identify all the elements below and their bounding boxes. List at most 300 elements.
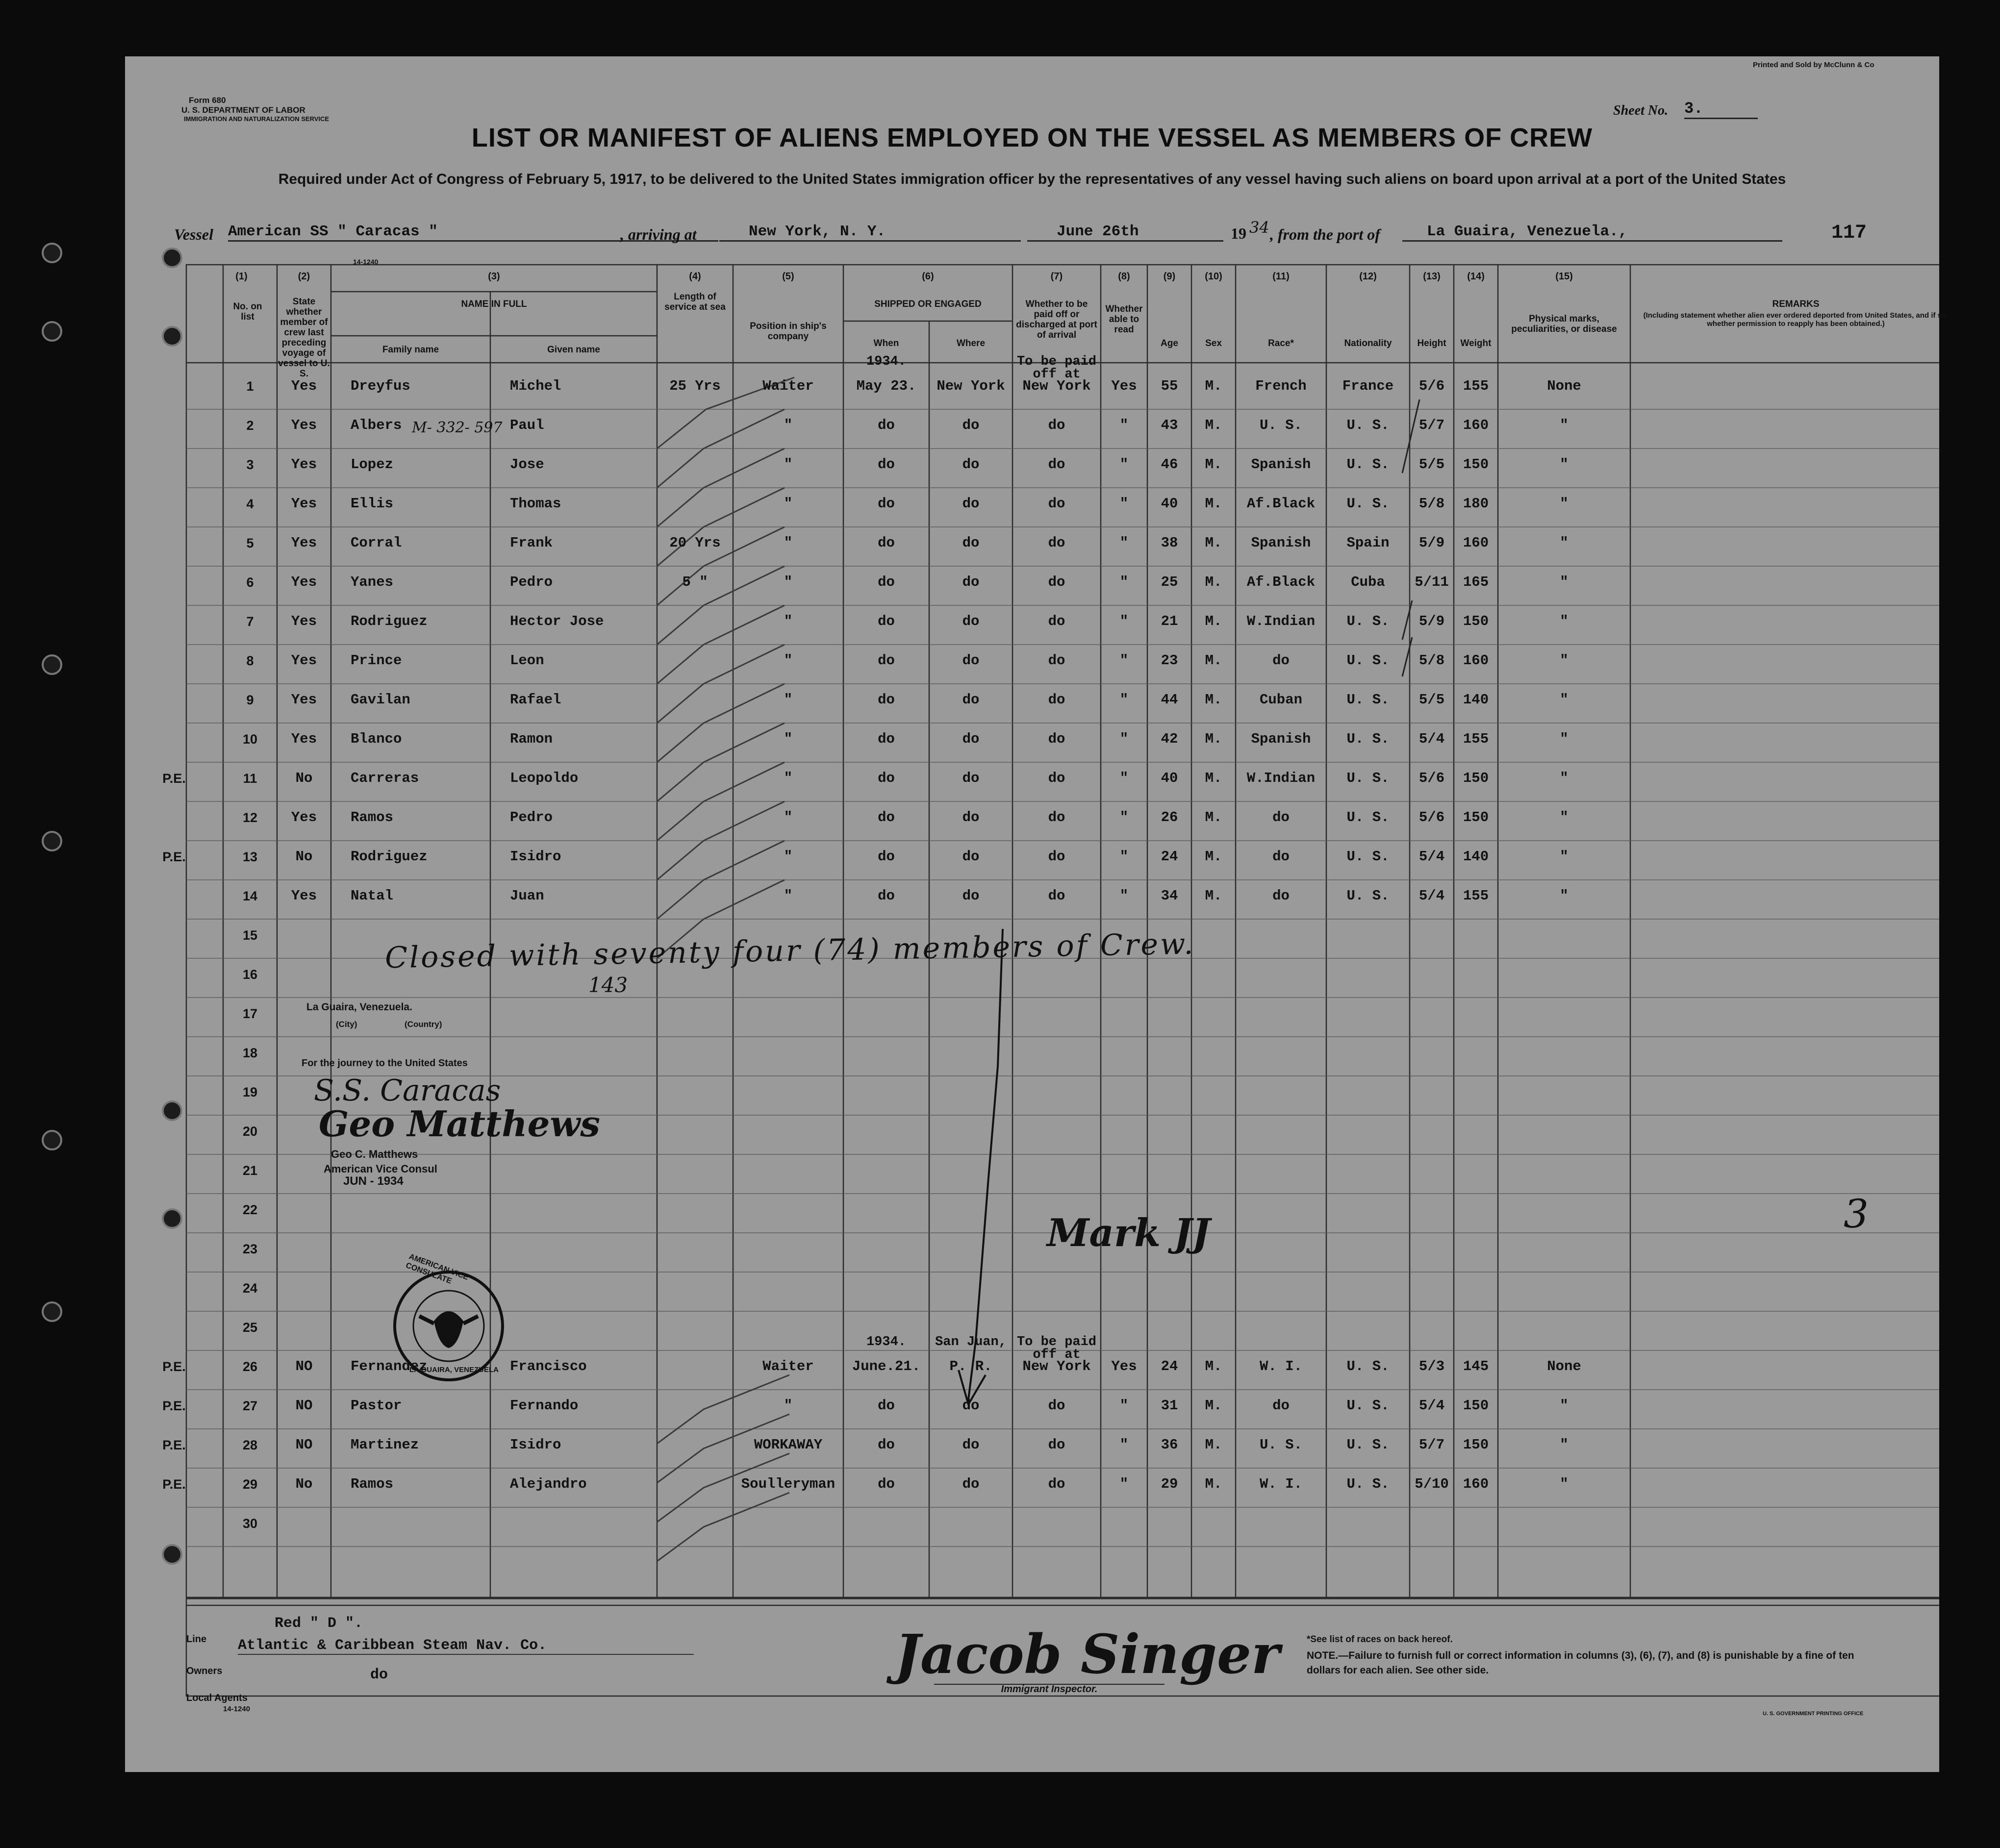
cell-age: 23 bbox=[1161, 652, 1178, 669]
cell-race: Spanish bbox=[1251, 535, 1311, 551]
cell-weight: 150 bbox=[1463, 770, 1489, 786]
col-num-9: (9) bbox=[1163, 271, 1176, 282]
cell-when: do bbox=[878, 849, 895, 865]
col-num-8: (8) bbox=[1118, 271, 1130, 282]
cell-phys: " bbox=[1560, 456, 1569, 473]
row-number: 7 bbox=[246, 614, 254, 629]
row-number: 30 bbox=[242, 1516, 258, 1531]
cell-age: 21 bbox=[1161, 613, 1178, 629]
consular-ship: S.S. Caracas bbox=[314, 1074, 501, 1108]
binder-hole bbox=[42, 243, 62, 263]
header-remarks-note: (Including statement whether alien ever ordered deported from United States, and if so, whether permission to reapply has been obtained.) bbox=[1643, 311, 1949, 328]
col-num-14: (14) bbox=[1467, 271, 1485, 282]
owners-value: Atlantic & Caribbean Steam Nav. Co. bbox=[238, 1637, 694, 1655]
row-number: 22 bbox=[242, 1202, 258, 1217]
service-name: IMMIGRATION AND NATURALIZATION SERVICE bbox=[184, 115, 329, 123]
cell-nat: Cuba bbox=[1351, 574, 1385, 590]
header-length-service: Length of service at sea bbox=[664, 292, 726, 312]
cell-read: " bbox=[1119, 809, 1129, 825]
cell-position: Waiter bbox=[762, 378, 814, 394]
header-position: Position in ship's company bbox=[750, 321, 827, 342]
cell-sex: M. bbox=[1205, 535, 1222, 551]
cell-given: Juan bbox=[510, 888, 544, 904]
cell-nat: U. S. bbox=[1346, 1398, 1390, 1414]
cell-where: do bbox=[962, 535, 980, 551]
header-no-on-list: No. on list bbox=[233, 301, 262, 322]
cell-given: Jose bbox=[510, 456, 544, 473]
cell-prev: No bbox=[295, 770, 313, 786]
cell-height: 5/8 bbox=[1418, 652, 1445, 669]
cell-family: Dreyfus bbox=[351, 378, 410, 394]
cell-read: Yes bbox=[1111, 1358, 1137, 1374]
header-shipped: SHIPPED OR ENGAGED bbox=[874, 299, 982, 309]
binder-hole bbox=[42, 1130, 62, 1150]
cell-family: Natal bbox=[351, 888, 394, 904]
cell-weight: 150 bbox=[1463, 1398, 1489, 1414]
col-num-12: (12) bbox=[1359, 271, 1377, 282]
cell-where: do bbox=[962, 1476, 980, 1492]
cell-weight: 180 bbox=[1463, 496, 1489, 512]
binder-hole bbox=[162, 326, 182, 347]
cell-when: do bbox=[878, 456, 895, 473]
cell-phys: " bbox=[1560, 613, 1569, 629]
cell-height: 5/6 bbox=[1418, 809, 1445, 825]
cell-when-top: 1934. bbox=[866, 354, 906, 369]
cell-race: do bbox=[1272, 849, 1290, 865]
cell-weight: 155 bbox=[1463, 888, 1489, 904]
cell-nat: France bbox=[1342, 378, 1394, 394]
cell-given: Frank bbox=[510, 535, 553, 551]
cell-nat: U. S. bbox=[1346, 770, 1390, 786]
cell-read: " bbox=[1119, 496, 1129, 512]
inspector-initials: Mark JJ bbox=[1047, 1211, 1210, 1255]
col-num-2: (2) bbox=[298, 271, 310, 282]
cell-prev: Yes bbox=[291, 809, 317, 825]
cell-read: " bbox=[1119, 652, 1129, 669]
cell-nat: U. S. bbox=[1346, 1476, 1390, 1492]
cell-where: do bbox=[962, 809, 980, 825]
cell-read: " bbox=[1119, 849, 1129, 865]
cell-weight: 145 bbox=[1463, 1358, 1489, 1374]
year-prefix: 19 bbox=[1231, 225, 1246, 242]
cell-sex: M. bbox=[1205, 692, 1222, 708]
cell-when: do bbox=[878, 888, 895, 904]
cell-paid-top: To be paid off at bbox=[1016, 354, 1097, 382]
cell-prev: Yes bbox=[291, 496, 317, 512]
cell-where: do bbox=[962, 731, 980, 747]
cell-when: June.21. bbox=[852, 1358, 921, 1374]
cell-position: WORKAWAY bbox=[754, 1437, 823, 1453]
cell-phys: " bbox=[1560, 652, 1569, 669]
line-value: Red " D ". bbox=[275, 1615, 363, 1632]
cell-phys: " bbox=[1560, 1437, 1569, 1453]
cell-when: do bbox=[878, 1398, 895, 1414]
cell-weight: 155 bbox=[1463, 731, 1489, 747]
cell-race: U. S. bbox=[1259, 417, 1302, 433]
races-note: *See list of races on back hereof. bbox=[1307, 1634, 1453, 1645]
cell-sex: M. bbox=[1205, 770, 1222, 786]
seal-bottom-text: LA GUAIRA, VENEZUELA bbox=[409, 1366, 499, 1374]
row-number: 17 bbox=[242, 1006, 258, 1021]
header-weight: Weight bbox=[1460, 338, 1492, 349]
cell-where-top: San Juan, bbox=[935, 1335, 1007, 1349]
cell-read: " bbox=[1119, 574, 1129, 590]
cell-nat: U. S. bbox=[1346, 496, 1390, 512]
header-nationality: Nationality bbox=[1344, 338, 1392, 349]
arrival-date: June 26th bbox=[1027, 223, 1223, 242]
cell-paid: do bbox=[1048, 1476, 1065, 1492]
cell-weight: 150 bbox=[1463, 809, 1489, 825]
cell-weight: 155 bbox=[1463, 378, 1489, 394]
cell-paid-top: To be paid off at bbox=[1016, 1335, 1097, 1362]
cell-given: Pedro bbox=[510, 574, 553, 590]
printer-name: Printed and Sold by McClunn & Co bbox=[1753, 61, 1874, 69]
cell-given: Isidro bbox=[510, 849, 561, 865]
cell-phys: " bbox=[1560, 496, 1569, 512]
row-number: 23 bbox=[242, 1242, 258, 1256]
cell-family: Ramos bbox=[351, 1476, 394, 1492]
binder-hole bbox=[162, 1100, 182, 1121]
cell-prev: Yes bbox=[291, 535, 317, 551]
cell-when: do bbox=[878, 535, 895, 551]
cell-paid: do bbox=[1048, 692, 1065, 708]
cell-phys: None bbox=[1547, 378, 1581, 394]
cell-sex: M. bbox=[1205, 574, 1222, 590]
header-name-in-full: NAME IN FULL bbox=[461, 299, 527, 309]
row-number: 21 bbox=[242, 1163, 258, 1178]
binder-hole bbox=[42, 831, 62, 851]
cell-height: 5/4 bbox=[1418, 1398, 1445, 1414]
vessel-name: American SS " Caracas " bbox=[228, 223, 718, 242]
cell-nat: U. S. bbox=[1346, 849, 1390, 865]
inspector-signature: Jacob Singer bbox=[895, 1623, 1280, 1686]
form-title: LIST OR MANIFEST OF ALIENS EMPLOYED ON THE VESSEL AS MEMBERS OF CREW bbox=[471, 123, 1593, 152]
cell-when: do bbox=[878, 770, 895, 786]
col-num-5: (5) bbox=[782, 271, 794, 282]
cell-height: 5/6 bbox=[1418, 770, 1445, 786]
row-number: 8 bbox=[246, 653, 254, 668]
pe-mark: P.E. bbox=[162, 771, 186, 786]
cell-prev: NO bbox=[295, 1358, 313, 1374]
cell-paid: do bbox=[1048, 417, 1065, 433]
sheet-number: 3. bbox=[1684, 100, 1758, 119]
cell-where: do bbox=[962, 888, 980, 904]
cell-given: Rafael bbox=[510, 692, 561, 708]
cell-position: " bbox=[784, 574, 793, 590]
departure-port: La Guaira, Venezuela., bbox=[1402, 223, 1782, 242]
cell-prev: Yes bbox=[291, 888, 317, 904]
cell-position: " bbox=[784, 888, 793, 904]
row-number: 25 bbox=[242, 1320, 258, 1335]
fine-note: NOTE.—Failure to furnish full or correct information in columns (3), (6), (7), and (8) is punishable by a fine of ten dollars for each alien. See other side. bbox=[1307, 1650, 1854, 1676]
cell-paid: do bbox=[1048, 1398, 1065, 1414]
cell-read: " bbox=[1119, 770, 1129, 786]
cell-weight: 150 bbox=[1463, 1437, 1489, 1453]
cell-race: Spanish bbox=[1251, 731, 1311, 747]
cell-height: 5/9 bbox=[1418, 535, 1445, 551]
cell-family: Gavilan bbox=[351, 692, 410, 708]
column-numbers bbox=[186, 271, 1961, 286]
cell-family: Ellis bbox=[351, 496, 394, 512]
cell-family: Carreras bbox=[351, 770, 419, 786]
col-num-3: (3) bbox=[488, 271, 500, 282]
row-number: 26 bbox=[242, 1359, 258, 1374]
cell-given: Fernando bbox=[510, 1398, 579, 1414]
cell-nat: U. S. bbox=[1346, 809, 1390, 825]
cell-phys: " bbox=[1560, 1398, 1569, 1414]
page-number: 117 bbox=[1831, 222, 1867, 244]
cell-sex: M. bbox=[1205, 1358, 1222, 1374]
cell-position: " bbox=[784, 849, 793, 865]
cell-height: 5/7 bbox=[1418, 1437, 1445, 1453]
cell-prev: Yes bbox=[291, 731, 317, 747]
col-num-7: (7) bbox=[1050, 271, 1063, 282]
margin-note: 3 bbox=[1844, 1191, 1869, 1237]
cell-race: W.Indian bbox=[1246, 613, 1316, 629]
cell-race: do bbox=[1272, 1398, 1290, 1414]
cell-age: 43 bbox=[1161, 417, 1178, 433]
cell-phys: " bbox=[1560, 417, 1569, 433]
cell-paid: New York bbox=[1022, 1358, 1091, 1374]
consular-stamp bbox=[302, 973, 694, 1277]
cell-sex: M. bbox=[1205, 731, 1222, 747]
binder-hole bbox=[162, 1208, 182, 1229]
cell-height: 5/7 bbox=[1418, 417, 1445, 433]
header-able-read: Whether able to read bbox=[1105, 304, 1143, 335]
header-physical: Physical marks, peculiarities, or disease bbox=[1511, 314, 1617, 334]
col-num-15: (15) bbox=[1555, 271, 1573, 282]
pe-mark: P.E. bbox=[162, 1398, 186, 1413]
pe-mark: P.E. bbox=[162, 849, 186, 864]
cell-position: " bbox=[784, 417, 793, 433]
cell-position: " bbox=[784, 496, 793, 512]
cell-race: W. I. bbox=[1259, 1358, 1302, 1374]
cell-weight: 160 bbox=[1463, 1476, 1489, 1492]
year-suffix: 34 bbox=[1249, 218, 1269, 237]
cell-phys: " bbox=[1560, 888, 1569, 904]
cell-family: Yanes bbox=[351, 574, 394, 590]
cell-sex: M. bbox=[1205, 378, 1222, 394]
cell-prev: Yes bbox=[291, 652, 317, 669]
row-number: 18 bbox=[242, 1046, 258, 1060]
cell-read: " bbox=[1119, 1398, 1129, 1414]
cell-paid: do bbox=[1048, 652, 1065, 669]
cell-height: 5/4 bbox=[1418, 849, 1445, 865]
cell-age: 36 bbox=[1161, 1437, 1178, 1453]
cell-phys: " bbox=[1560, 849, 1569, 865]
col-num-10: (10) bbox=[1205, 271, 1222, 282]
arriving-label: , arriving at bbox=[620, 225, 697, 243]
cell-read: " bbox=[1119, 888, 1129, 904]
row-number: 20 bbox=[242, 1124, 258, 1139]
cell-position: " bbox=[784, 809, 793, 825]
cell-race: Af.Black bbox=[1246, 574, 1316, 590]
col-num-13: (13) bbox=[1423, 271, 1441, 282]
header-remarks: REMARKS bbox=[1772, 299, 1820, 309]
cell-nat: U. S. bbox=[1346, 1358, 1390, 1374]
cell-family: Blanco bbox=[351, 731, 402, 747]
cell-when: do bbox=[878, 692, 895, 708]
cell-given: Michel bbox=[510, 378, 561, 394]
header-given-name: Given name bbox=[547, 345, 600, 355]
cell-family: Rodriguez bbox=[351, 849, 428, 865]
cell-prev: Yes bbox=[291, 613, 317, 629]
footer-form-code: 14-1240 bbox=[223, 1705, 251, 1713]
consul-title: American Vice Consul bbox=[324, 1163, 437, 1175]
cell-race: Af.Black bbox=[1246, 496, 1316, 512]
consul-signature: Geo Matthews bbox=[319, 1103, 600, 1145]
header-paid-off: Whether to be paid off or discharged at port of arrival bbox=[1016, 299, 1097, 340]
cell-height: 5/8 bbox=[1418, 496, 1445, 512]
form-number: Form 680 bbox=[189, 96, 226, 105]
cell-family: Prince bbox=[351, 652, 402, 669]
cell-when: do bbox=[878, 1437, 895, 1453]
cell-prev: Yes bbox=[291, 417, 317, 433]
cell-prev: NO bbox=[295, 1398, 313, 1414]
cell-height: 5/5 bbox=[1418, 456, 1445, 473]
cell-given: Pedro bbox=[510, 809, 553, 825]
cell-given: Hector Jose bbox=[510, 613, 604, 629]
cell-sex: M. bbox=[1205, 456, 1222, 473]
cell-age: 40 bbox=[1161, 770, 1178, 786]
cell-read: " bbox=[1119, 731, 1129, 747]
cell-sex: M. bbox=[1205, 809, 1222, 825]
cell-age: 31 bbox=[1161, 1398, 1178, 1414]
binder-hole bbox=[162, 1544, 182, 1565]
cell-height: 5/6 bbox=[1418, 378, 1445, 394]
cell-height: 5/9 bbox=[1418, 613, 1445, 629]
cell-when: do bbox=[878, 417, 895, 433]
cell-given: Isidro bbox=[510, 1437, 561, 1453]
cell-prev: No bbox=[295, 1476, 313, 1492]
cell-position: " bbox=[784, 535, 793, 551]
cell-length: 20 Yrs bbox=[669, 535, 721, 551]
cell-paid: do bbox=[1048, 535, 1065, 551]
cell-nat: U. S. bbox=[1346, 692, 1390, 708]
cell-weight: 140 bbox=[1463, 849, 1489, 865]
cell-age: 25 bbox=[1161, 574, 1178, 590]
pe-mark: P.E. bbox=[162, 1359, 186, 1374]
cell-sex: M. bbox=[1205, 613, 1222, 629]
cell-phys: " bbox=[1560, 770, 1569, 786]
line-label: Line bbox=[186, 1634, 207, 1645]
cell-race: Cuban bbox=[1259, 692, 1302, 708]
cell-read: " bbox=[1119, 535, 1129, 551]
cell-when-top: 1934. bbox=[866, 1335, 906, 1349]
cell-read: " bbox=[1119, 1437, 1129, 1453]
consulate-city: La Guaira, Venezuela. bbox=[306, 1001, 412, 1013]
vessel-label: Vessel bbox=[174, 225, 213, 243]
cell-nat: U. S. bbox=[1346, 652, 1390, 669]
row-number: 2 bbox=[246, 418, 254, 433]
cell-family: Martinez bbox=[351, 1437, 419, 1453]
consulate-city-label: (City) bbox=[336, 1020, 357, 1029]
col-num-4: (4) bbox=[689, 271, 701, 282]
cell-nat: U. S. bbox=[1346, 888, 1390, 904]
cell-when: do bbox=[878, 1476, 895, 1492]
cell-age: 46 bbox=[1161, 456, 1178, 473]
cell-where: do bbox=[962, 770, 980, 786]
header-race: Race* bbox=[1268, 338, 1294, 349]
cell-read: " bbox=[1119, 1476, 1129, 1492]
seal-top-text: AMERICAN VICE CONSULATE bbox=[405, 1252, 470, 1286]
cell-phys: " bbox=[1560, 731, 1569, 747]
cell-phys: " bbox=[1560, 574, 1569, 590]
cell-paid: do bbox=[1048, 613, 1065, 629]
cell-when: do bbox=[878, 731, 895, 747]
header-member-prev: State whether member of crew last preceding voyage of vessel to U. S. bbox=[278, 297, 330, 379]
cell-prev: Yes bbox=[291, 574, 317, 590]
row-number: 28 bbox=[242, 1438, 258, 1452]
row-number: 9 bbox=[246, 693, 254, 707]
binder-hole bbox=[42, 1301, 62, 1322]
cell-where: do bbox=[962, 574, 980, 590]
row-number: 6 bbox=[246, 575, 254, 590]
cell-race: do bbox=[1272, 652, 1290, 669]
cell-given: Paul bbox=[510, 417, 544, 433]
consulate-seal bbox=[390, 1252, 507, 1385]
row-number: 14 bbox=[242, 889, 258, 903]
arrival-port: New York, N. Y. bbox=[719, 223, 1021, 242]
row-number: 11 bbox=[243, 771, 257, 786]
row-number: 15 bbox=[242, 928, 258, 943]
row-number: 12 bbox=[242, 810, 258, 825]
col-num-6: (6) bbox=[922, 271, 934, 282]
cell-weight: 160 bbox=[1463, 535, 1489, 551]
row-number: 10 bbox=[242, 732, 258, 747]
cell-race: U. S. bbox=[1259, 1437, 1302, 1453]
cell-age: 44 bbox=[1161, 692, 1178, 708]
col-num-11: (11) bbox=[1272, 271, 1290, 282]
cell-prev: Yes bbox=[291, 692, 317, 708]
cell-phys: " bbox=[1560, 809, 1569, 825]
cell-where: do bbox=[962, 652, 980, 669]
header-sex: Sex bbox=[1205, 338, 1222, 349]
cell-age: 26 bbox=[1161, 809, 1178, 825]
header-family-name: Family name bbox=[382, 345, 439, 355]
cell-when: do bbox=[878, 652, 895, 669]
agents-value: do bbox=[370, 1667, 388, 1683]
cell-where: do bbox=[962, 417, 980, 433]
cell-length: 25 Yrs bbox=[669, 378, 721, 394]
cell-read: " bbox=[1119, 417, 1129, 433]
cell-when: do bbox=[878, 496, 895, 512]
cell-paid: do bbox=[1048, 496, 1065, 512]
cell-read: " bbox=[1119, 456, 1129, 473]
cell-sex: M. bbox=[1205, 1437, 1222, 1453]
cell-given: Thomas bbox=[510, 496, 561, 512]
sheet-label: Sheet No. bbox=[1613, 103, 1668, 118]
cell-nat: Spain bbox=[1346, 535, 1390, 551]
consul-name: Geo C. Matthews bbox=[331, 1148, 418, 1160]
cell-family: Ramos bbox=[351, 809, 394, 825]
cell-paid: do bbox=[1048, 849, 1065, 865]
cell-family: Albers bbox=[351, 417, 402, 433]
cell-family: Corral bbox=[351, 535, 402, 551]
cell-phys: None bbox=[1547, 1358, 1581, 1374]
cell-age: 29 bbox=[1161, 1476, 1178, 1492]
cell-when: May 23. bbox=[856, 378, 916, 394]
pe-mark: P.E. bbox=[162, 1438, 186, 1452]
cell-paid: do bbox=[1048, 809, 1065, 825]
cell-position: " bbox=[784, 1398, 793, 1414]
cell-read: " bbox=[1119, 692, 1129, 708]
cell-nat: U. S. bbox=[1346, 613, 1390, 629]
cell-where: do bbox=[962, 1437, 980, 1453]
cell-phys: " bbox=[1560, 692, 1569, 708]
row-number: 4 bbox=[246, 497, 254, 511]
cell-family: Fernandez bbox=[351, 1358, 428, 1374]
